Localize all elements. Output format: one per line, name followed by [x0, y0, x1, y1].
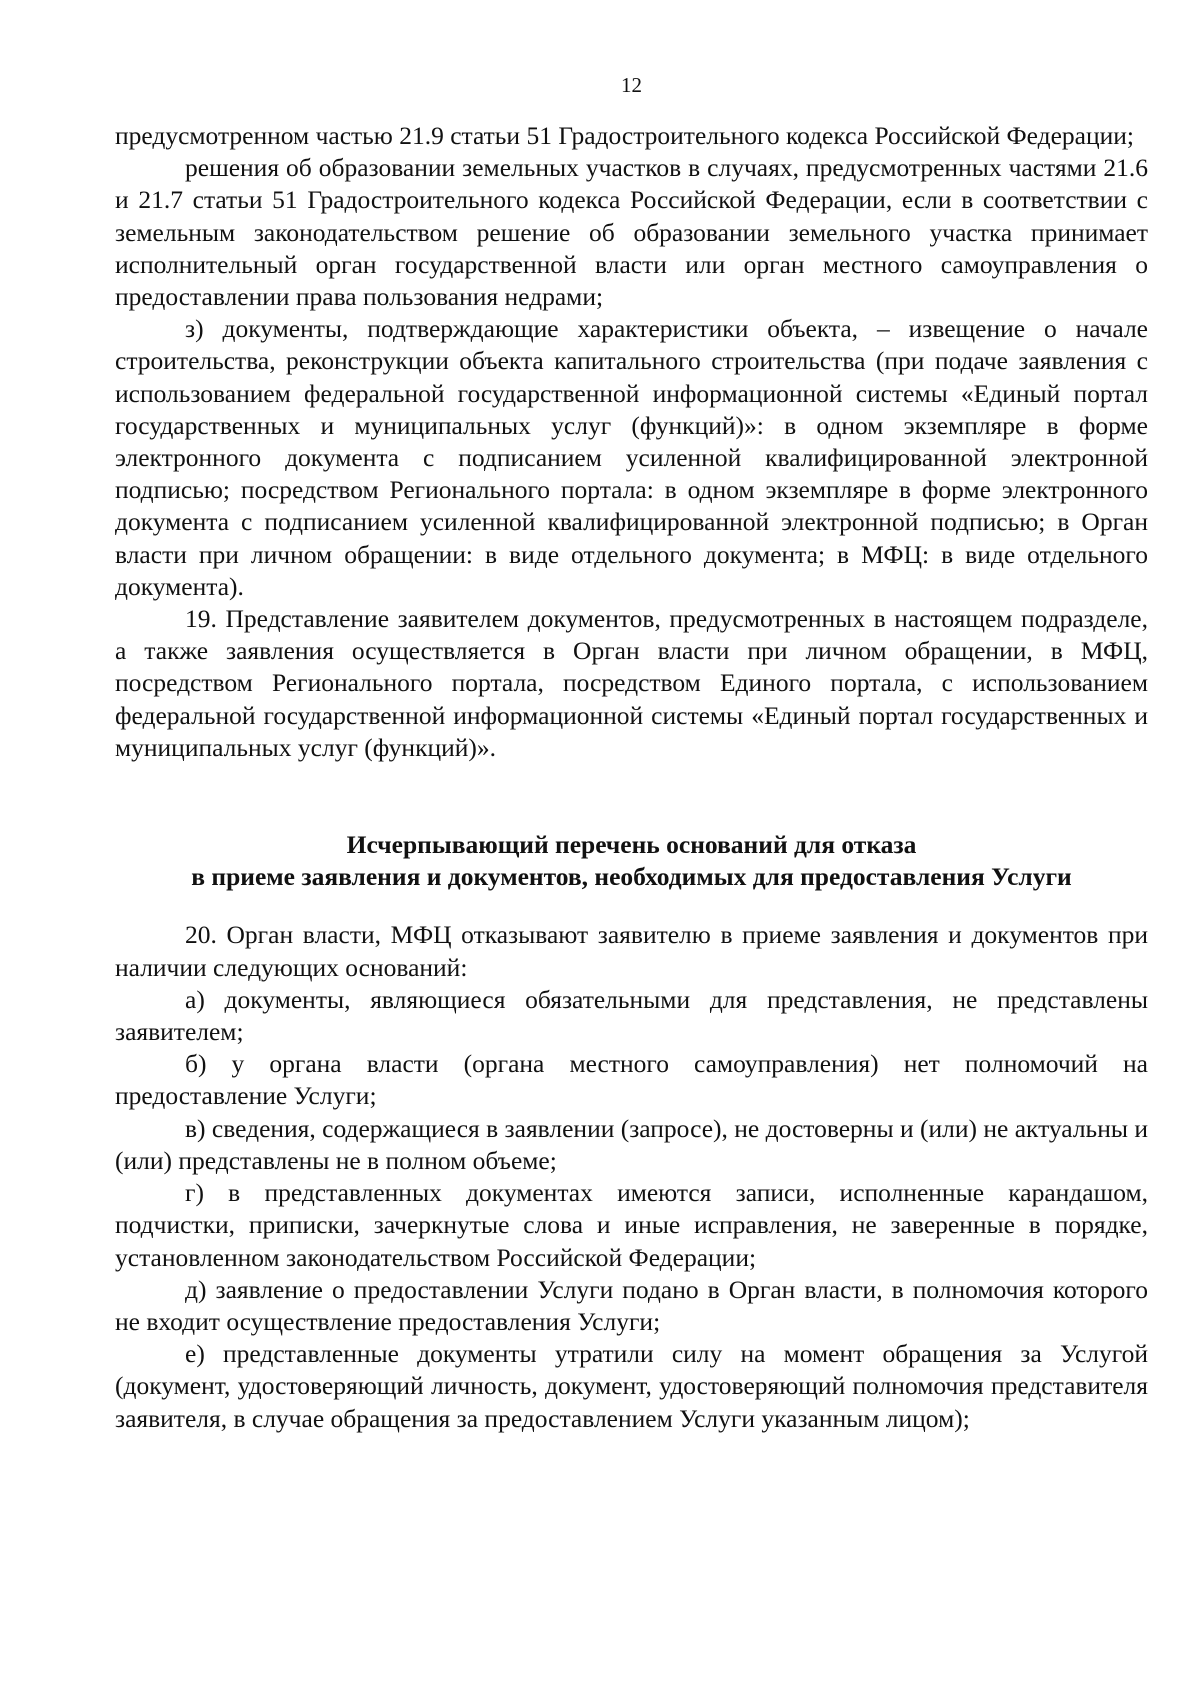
paragraph-10: е) представленные документы утратили силу на момент обращения за Услугой (документ, удостоверяющий личность, документ, удостоверяющий полномочия представителя заявителя, в случае обращения за предоставлением Услуги указанным лицом); — [115, 1339, 1148, 1433]
paragraph-1: решения об образовании земельных участков в случаях, предусмотренных частями 21.6 и 21.7 статьи 51 Градостроительного кодекса Российской Федерации, если в соответствии с земельным законодательством решение об образовании земельного участка принимает исполнительный орган государственной власти или орган местного самоуправления о предоставлении права пользования недрами; — [115, 153, 1148, 312]
bottom-section — [115, 919, 1148, 1434]
document-page — [115, 70, 1148, 1435]
paragraph-8: г) в представленных документах имеются записи, исполненные карандашом, подчистки, приписки, зачеркнутые слова и иные исправления, не заверенные в порядке, установленном законодательством Российской Федерации; — [115, 1178, 1148, 1272]
heading-gap — [115, 893, 1148, 919]
section-gap — [115, 764, 1148, 829]
paragraph-9: д) заявление о предоставлении Услуги подано в Орган власти, в полномочия которого не входит осуществление предоставления Услуги; — [115, 1274, 1148, 1336]
heading-line-2: в приеме заявления и документов, необходимых для предоставления Услуги — [191, 862, 1072, 892]
paragraph-0: предусмотренном частью 21.9 статьи 51 Градостроительного кодекса Российской Федерации; — [115, 121, 1135, 150]
paragraph-3: 19. Представление заявителем документов, предусмотренных в настоящем подразделе, а также заявления осуществляется в Орган власти при личном обращении, в МФЦ, посредством Регионального портала, посредством Единого портала, с использованием федеральной государственной информационной системы «Единый портал государственных и муниципальных услуг (функций)». — [115, 604, 1148, 762]
paragraph-7: в) сведения, содержащиеся в заявлении (запросе), не достоверны и (или) не актуальны и (или) представлены не в полном объеме; — [115, 1113, 1148, 1175]
paragraph-4: 20. Орган власти, МФЦ отказывают заявителю в приеме заявления и документов при наличии следующих оснований: — [115, 920, 1148, 982]
paragraph-2: з) документы, подтверждающие характеристики объекта, – извещение о начале строительства, реконструкции объекта капитального строительства (при подаче заявления с использованием федеральной государственной информационной системы «Единый портал государственных и муниципальных услуг (функций)»: в одном экземпляре в форме электронного документа с подписанием усиленной квалифицированной электронной подписью; посредством Регионального портала: в одном экземпляре в форме электронного документа с подписанием усиленной квалифицированной электронной подписью; в Орган власти при личном обращении: в виде отдельного документа; в МФЦ: в виде отдельного документа). — [115, 314, 1148, 601]
top-section — [115, 120, 1148, 764]
section-heading — [115, 829, 1148, 893]
paragraph-6: б) у органа власти (органа местного самоуправления) нет полномочий на предоставление Услуги; — [115, 1049, 1148, 1111]
heading-line-1: Исчерпывающий перечень оснований для отказа — [346, 830, 917, 860]
paragraph-5: а) документы, являющиеся обязательными для представления, не представлены заявителем; — [115, 984, 1148, 1047]
page-number: 12 — [621, 73, 642, 97]
